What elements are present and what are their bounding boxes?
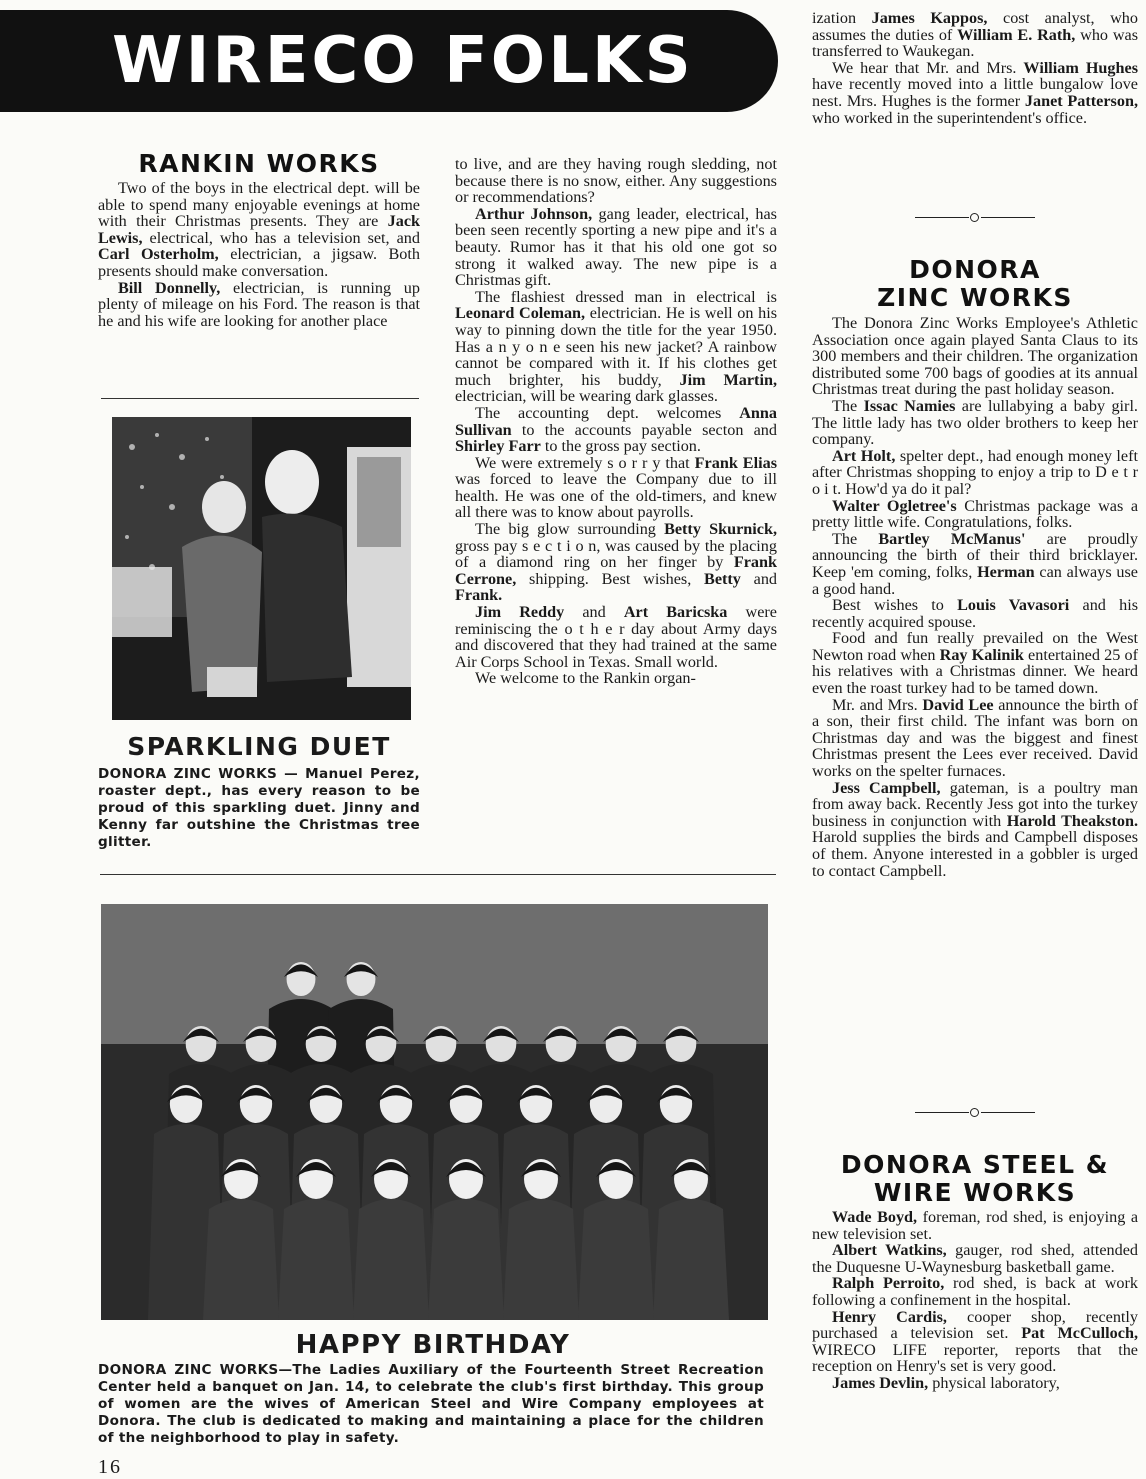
article-paragraph bbox=[455, 206, 777, 289]
text-run: We were extremely s o r r y that bbox=[475, 453, 695, 472]
text-run: Harold supplies the birds and Campbell disposes of them. Anyone interested in a gobbler is urged to contact Campbell. bbox=[812, 828, 1138, 880]
person-name: Arthur Johnson, bbox=[475, 204, 593, 223]
text-run: Best wishes to bbox=[832, 596, 958, 615]
rankin-column-2 bbox=[455, 156, 777, 687]
text-run: electrician, a jigsaw. Both presents should make conversation. bbox=[98, 245, 420, 280]
article-paragraph bbox=[812, 448, 1138, 498]
article-paragraph bbox=[812, 315, 1138, 398]
person-name: Carl Osterholm, bbox=[98, 245, 219, 264]
text-run: were reminiscing the o t h e r day about Army days and discovered that they had trained at the same Air Corps School in Texas. Small world. bbox=[455, 603, 777, 671]
person-name: Jack Lewis, bbox=[98, 212, 420, 247]
article-paragraph bbox=[812, 1275, 1138, 1308]
person-name: James Kappos, bbox=[871, 9, 988, 27]
article-paragraph bbox=[812, 780, 1138, 880]
donora-zinc-text bbox=[812, 315, 1138, 879]
text-run: physical laboratory, bbox=[928, 1373, 1060, 1392]
text-run: The bbox=[832, 529, 879, 548]
donora-zinc-heading-2: ZINC WORKS bbox=[877, 283, 1073, 312]
ornament-divider bbox=[915, 1106, 1035, 1120]
person-name: Art Baricska bbox=[623, 603, 728, 622]
text-run: We welcome to the Rankin organ- bbox=[475, 669, 696, 688]
person-name: Frank Elias bbox=[694, 453, 777, 472]
rankin-col3-text bbox=[812, 10, 1138, 126]
rankin-column-1 bbox=[98, 150, 420, 329]
article-paragraph bbox=[455, 604, 777, 670]
person-name: Bill Donnelly, bbox=[118, 278, 221, 297]
person-name: Jess Campbell, bbox=[832, 778, 941, 797]
article-paragraph bbox=[812, 597, 1138, 630]
text-run: was forced to leave the Company due to ill health. He was one of the old-timers, and knew all there was to know about payrolls. bbox=[455, 470, 777, 522]
text-run: The flashiest dressed man in electrical is bbox=[475, 287, 777, 306]
text-run: rod shed, is back at work following a confinement in the hospital. bbox=[812, 1274, 1138, 1309]
ornament-divider bbox=[915, 211, 1035, 225]
person-name: Ray Kalinik bbox=[939, 645, 1024, 664]
article-paragraph bbox=[812, 498, 1138, 531]
text-run: can always use a good hand. bbox=[812, 562, 1138, 598]
text-run: announce the birth of a son, their first child. The infant was born on Christmas day and was the biggest and finest Christmas present the Lees ever received. David works on the spelter furnaces. bbox=[812, 695, 1138, 781]
text-run: WIRECO LIFE reporter, reports that the reception on Henry's set is very good. bbox=[812, 1340, 1138, 1376]
article-paragraph bbox=[812, 60, 1138, 126]
text-run: Christmas package was a pretty little wife. Congratulations, folks. bbox=[812, 496, 1139, 532]
text-run: are proudly announcing the birth of their third bricklayer. Keep 'em coming, folks, bbox=[812, 529, 1138, 581]
donora-steel-heading-1: DONORA STEEL & bbox=[840, 1150, 1110, 1179]
rankin-col2-text bbox=[455, 156, 777, 687]
article-paragraph bbox=[812, 398, 1138, 448]
donora-zinc-section bbox=[812, 256, 1138, 879]
donora-steel-heading-2: WIRE WORKS bbox=[873, 1178, 1077, 1207]
text-run: gateman, is a poultry man from away back. Recently Jess got into the turkey business in conjunction with bbox=[812, 778, 1138, 830]
donora-steel-text bbox=[812, 1209, 1138, 1392]
text-run: are lullabying a baby girl. The little lady has two older brothers to keep her company. bbox=[812, 396, 1138, 449]
text-run: have recently moved into a little bungalow love nest. Mrs. Hughes is the former bbox=[812, 75, 1138, 110]
text-run: Mr. and Mrs. bbox=[832, 695, 923, 714]
divider bbox=[100, 874, 776, 875]
text-run: electrician, will be wearing dark glasses. bbox=[455, 387, 718, 406]
text-run: and bbox=[740, 569, 778, 588]
rankin-col1-text bbox=[98, 180, 420, 329]
text-run: who worked in the superintendent's office. bbox=[812, 108, 1088, 127]
article-paragraph bbox=[812, 1375, 1138, 1392]
text-run: electrical, who has a television set, and bbox=[142, 228, 420, 247]
text-run: electrician, is running up plenty of mileage on his Ford. The reason is that he and his wife are looking for another place bbox=[98, 278, 420, 330]
right-column bbox=[812, 10, 1138, 126]
page-number: 16 bbox=[98, 1456, 122, 1478]
text-run: to the accounts payable secton and bbox=[511, 420, 777, 439]
rankin-heading: RANKIN WORKS bbox=[138, 149, 380, 178]
text-run: and his recently acquired spouse. bbox=[812, 596, 1139, 631]
person-name: Walter Ogletree's bbox=[832, 496, 957, 515]
sparkling-duet-title: SPARKLING DUET bbox=[127, 732, 391, 761]
text-run: entertained 25 of his relatives with a Christmas dinner. We heard even the roast turkey had to be tamed down. bbox=[812, 645, 1138, 698]
text-run: foreman, rod shed, is enjoying a new television set. bbox=[812, 1208, 1138, 1243]
article-paragraph bbox=[98, 280, 420, 330]
text-run: spelter dept., had enough money left after Christmas shopping to enjoy a trip to D e t r o i t. How'd ya do it pal? bbox=[812, 446, 1139, 498]
person-name: Frank. bbox=[455, 586, 503, 605]
person-name: Shirley Farr bbox=[455, 437, 541, 456]
happy-birthday-title: HAPPY BIRTHDAY bbox=[295, 1330, 571, 1360]
text-run: gang leader, electrical, has been seen recently sporting a new pipe and it's a beauty. Rumor has it that his old one got so strong it walked away. The new pipe is a Christmas gift. bbox=[455, 204, 777, 290]
happy-birthday-caption: DONORA ZINC WORKS—The Ladies Auxiliary of the Fourteenth Street Recreation Center held a banquet on Jan. 14, to celebrate the club's first birthday. This group of women are the wives of American Steel and Wire Company employees at Donora. The club is dedicated to making and maintaining a place for the children of the neighborhood to play in safety. bbox=[98, 1362, 764, 1446]
person-name: Jim Martin, bbox=[679, 370, 777, 389]
text-run: to live, and are they having rough sledding, not because there is no snow, either. Any suggestions or recommendations? bbox=[455, 155, 777, 207]
text-run: gross pay s e c t i o n, was caused by the placing of a diamond ring on her finger by bbox=[455, 536, 777, 572]
text-run: We hear that Mr. and Mrs. bbox=[832, 58, 1024, 77]
text-run: The Donora Zinc Works Employee's Athletic Association once again played Santa Claus to its 300 members and their children. The organization distributed some 700 bags of goodies at its annual Christmas treat during the past holiday season. bbox=[812, 314, 1138, 399]
donora-zinc-heading-1: DONORA bbox=[909, 255, 1041, 284]
text-run: gauger, rod shed, attended the Duquesne U-Waynesburg basketball game. bbox=[812, 1241, 1138, 1276]
article-paragraph bbox=[812, 630, 1138, 696]
person-name: Leonard Coleman, bbox=[455, 304, 586, 323]
article-paragraph bbox=[455, 405, 777, 455]
person-name: Harold Theakston. bbox=[1006, 811, 1139, 830]
article-paragraph bbox=[812, 1209, 1138, 1242]
text-run: who was transferred to Waukegan. bbox=[812, 25, 1138, 61]
person-name: Wade Boyd, bbox=[832, 1208, 918, 1226]
person-name: Janet Patterson, bbox=[1024, 91, 1138, 110]
article-paragraph bbox=[98, 180, 420, 280]
text-run: electrician. He is well on his way to pinning down the title for the year 1950. Has a n y o n e seen his new jacket? A rainbow cannot be compared with it. If his clothes get much brighter, his buddy, bbox=[455, 304, 777, 389]
person-name: Frank Cerrone, bbox=[455, 553, 777, 588]
article-paragraph bbox=[455, 289, 777, 405]
person-name: James Devlin, bbox=[832, 1373, 929, 1392]
person-name: Albert Watkins, bbox=[832, 1241, 947, 1260]
person-name: Art Holt, bbox=[832, 446, 896, 465]
person-name: Louis Vavasori bbox=[957, 596, 1070, 615]
text-run: The accounting dept. welcomes bbox=[475, 403, 740, 422]
person-name: Herman bbox=[977, 562, 1035, 581]
donora-steel-section bbox=[812, 1151, 1138, 1392]
text-run: and bbox=[564, 603, 624, 622]
sparkling-duet-caption: DONORA ZINC WORKS — Manuel Perez, roaster dept., has every reason to be proud of this sparkling duet. Jinny and Kenny far outshine the Christmas tree glitter. bbox=[98, 766, 420, 850]
person-name: Betty bbox=[704, 569, 741, 588]
article-paragraph bbox=[812, 697, 1138, 780]
text-run: shipping. Best wishes, bbox=[516, 569, 705, 588]
article-paragraph bbox=[812, 10, 1138, 60]
person-name: Issac Namies bbox=[863, 396, 956, 415]
sparkling-duet-photo bbox=[112, 417, 411, 720]
text-run: Food and fun really prevailed on the West Newton road when bbox=[812, 629, 1138, 664]
happy-birthday-photo bbox=[101, 904, 768, 1320]
person-name: Pat McCulloch, bbox=[1021, 1324, 1138, 1343]
text-run: The big glow surrounding bbox=[475, 520, 665, 539]
text-run: The bbox=[832, 396, 864, 415]
page-title: WIRECO FOLKS bbox=[112, 24, 694, 98]
person-name: Ralph Perroito, bbox=[832, 1274, 945, 1293]
article-paragraph bbox=[455, 521, 777, 604]
person-name: Betty Skurnick, bbox=[664, 520, 777, 539]
divider bbox=[101, 398, 419, 399]
person-name: Anna Sullivan bbox=[455, 403, 777, 439]
text-run: Two of the boys in the electrical dept. will be able to spend many enjoyable evenings at home with their Christmas presents. They are bbox=[98, 179, 420, 231]
article-paragraph bbox=[455, 670, 777, 687]
person-name: William E. Rath, bbox=[957, 25, 1076, 44]
article-paragraph bbox=[455, 156, 777, 206]
person-name: Bartley McManus' bbox=[878, 529, 1026, 548]
article-paragraph bbox=[812, 1309, 1138, 1375]
text-run: cooper shop, recently purchased a television set. bbox=[812, 1307, 1139, 1343]
article-paragraph bbox=[812, 1242, 1138, 1275]
text-run: cost analyst, who assumes the duties of bbox=[812, 9, 1138, 44]
person-name: Henry Cardis, bbox=[832, 1307, 947, 1326]
title-banner bbox=[0, 10, 778, 112]
person-name: David Lee bbox=[922, 695, 994, 714]
article-paragraph bbox=[455, 455, 777, 521]
article-paragraph bbox=[812, 531, 1138, 597]
text-run: to the gross pay section. bbox=[540, 437, 701, 456]
person-name: William Hughes bbox=[1023, 58, 1139, 77]
text-run: ization bbox=[812, 9, 872, 27]
person-name: Jim Reddy bbox=[475, 603, 565, 622]
